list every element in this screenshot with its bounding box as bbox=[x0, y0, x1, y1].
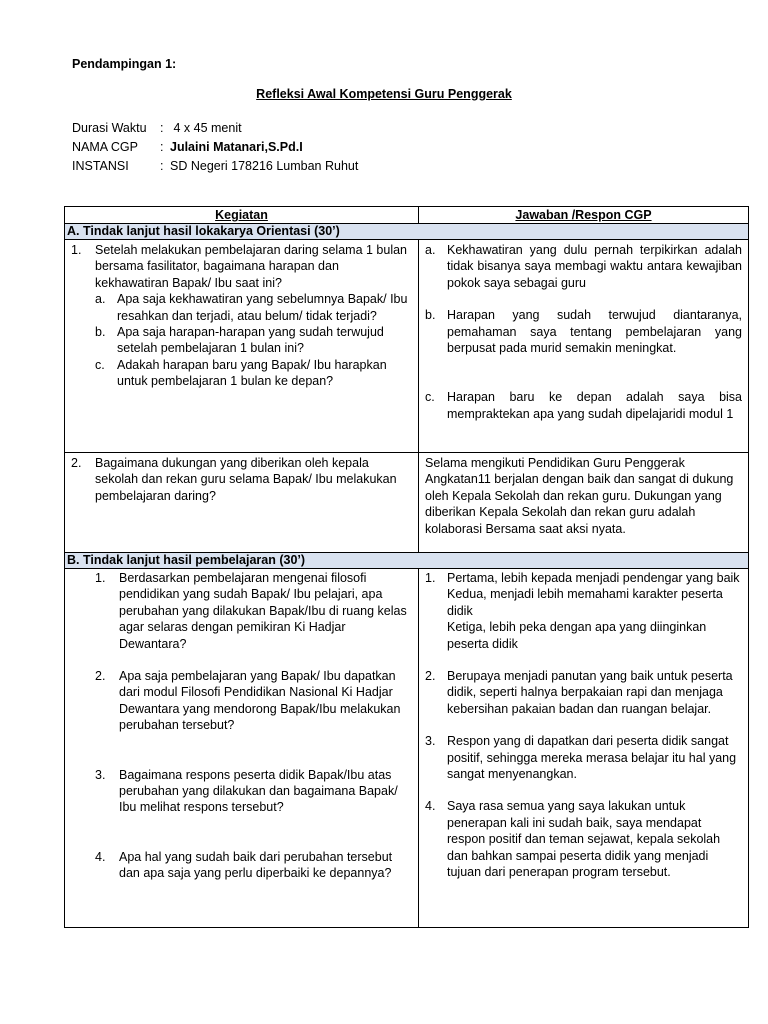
answers-b bbox=[419, 569, 748, 881]
answer-letter: b. bbox=[425, 308, 436, 323]
question-number: 1. bbox=[71, 243, 82, 257]
document-title: Refleksi Awal Kompetensi Guru Penggerak bbox=[256, 87, 512, 101]
question-number: 4. bbox=[95, 849, 106, 864]
meta-separator: : bbox=[160, 121, 164, 135]
answer-text: Harapan baru ke depan adalah saya bisa mempraktekan apa yang sudah dipelajaridi modul 1 bbox=[447, 390, 742, 421]
sub-letter: c. bbox=[95, 357, 105, 372]
question-text: Apa saja pembelajaran yang Bapak/ Ibu dapatkan dari modul Filosofi Pendidikan Nasional Ki Hadjar Dewantara yang mendorong Bapak/Ibu melakukan perubahan tersebut? bbox=[119, 669, 401, 733]
meta-label: NAMA CGP bbox=[72, 140, 138, 154]
meta-value: SD Negeri 178216 Lumban Ruhut bbox=[170, 159, 359, 173]
question-text: Setelah melakukan pembelajaran daring selama 1 bulan bersama fasilitator, bagaimana harapan dan kekhawatiran Bapak/ Ibu saat ini? bbox=[95, 243, 408, 290]
meta-value: 4 x 45 menit bbox=[170, 121, 242, 135]
sub-letter: b. bbox=[95, 325, 106, 340]
meta-label: INSTANSI bbox=[72, 159, 129, 173]
meta-row-duration bbox=[72, 119, 358, 138]
answer-letter: c. bbox=[425, 390, 435, 405]
question-number: 2. bbox=[71, 456, 82, 470]
table-row bbox=[65, 240, 749, 453]
sub-question-text: Apa saja harapan-harapan yang sudah terwujud setelah pembelajaran 1 bulan ini? bbox=[117, 325, 384, 356]
meta-separator: : bbox=[160, 140, 164, 154]
table-header-row bbox=[65, 207, 749, 224]
answer-number: 2. bbox=[425, 669, 436, 684]
section-a-title: A. Tindak lanjut hasil lokakarya Orientasi (30’) bbox=[65, 224, 749, 240]
question-a1 bbox=[65, 240, 418, 390]
answer-line: Kedua, menjadi lebih memahami karakter peserta didik bbox=[447, 587, 723, 618]
question-number: 1. bbox=[95, 571, 106, 585]
question-a2 bbox=[65, 453, 418, 504]
answer-line: Respon yang di dapatkan dari peserta didik sangat positif, sehingga mereka merasa belajar itu hal yang sangat menyenangkan. bbox=[447, 734, 737, 782]
answer-line: Saya rasa semua yang saya lakukan untuk penerapan kali ini sudah baik, saya mendapat respon positif dan teman sejawat, kepala sekolah dan bahkan sampai peserta didik yang menjadi tujuan dari penerapan program tersebut. bbox=[447, 799, 721, 880]
table-row bbox=[65, 569, 749, 928]
section-b-title: B. Tindak lanjut hasil pembelajaran (30’) bbox=[65, 553, 749, 569]
answer-number: 1. bbox=[425, 571, 436, 585]
meta-separator: : bbox=[160, 159, 164, 173]
question-number: 3. bbox=[95, 767, 106, 782]
answer-text: Kekhawatiran yang dulu pernah terpikirkan adalah tidak bisanya saya membagi waktu antara kewajiban pokok saya sebagai guru bbox=[447, 243, 742, 290]
reflection-table bbox=[64, 206, 749, 928]
question-number: 2. bbox=[95, 669, 106, 684]
section-b-row bbox=[65, 553, 749, 569]
answer-line: Berupaya menjadi panutan yang baik untuk peserta didik, seperti halnya berpakaian rapi dan menjaga kebersihan pakaian badan dan ruangan belajar. bbox=[447, 669, 733, 716]
answer-a2: Selama mengikuti Pendidikan Guru Penggerak Angkatan11 berjalan dengan baik dan sangat di dukung oleh Kepala Sekolah dan rekan guru. Dukungan yang diberikan Kepala Sekolah dan rekan guru adalah kolaborasi Bersama saat aksi nyata. bbox=[425, 456, 734, 536]
sub-question-text: Apa saja kekhawatiran yang sebelumnya Bapak/ Ibu resahkan dan terjadi, atau belum/ tidak terjadi? bbox=[117, 292, 408, 323]
sub-question-text: Adakah harapan baru yang Bapak/ Ibu harapkan untuk pembelajaran 1 bulan ke depan? bbox=[117, 357, 387, 389]
meta-row-name bbox=[72, 138, 358, 157]
table-row bbox=[65, 453, 749, 553]
meta-label: Durasi Waktu bbox=[72, 121, 147, 135]
answer-number: 3. bbox=[425, 734, 436, 749]
question-text: Bagaimana dukungan yang diberikan oleh kepala sekolah dan rekan guru selama Bapak/ Ibu melakukan pembelajaran daring? bbox=[95, 456, 397, 503]
column-header-activity: Kegiatan bbox=[65, 207, 419, 224]
section-a-row bbox=[65, 224, 749, 240]
question-text: Berdasarkan pembelajaran mengenai filosofi pendidikan yang sudah Bapak/ Ibu pelajari, apa perubahan yang dilakukan Bapak/Ibu di ruang kelas agar selaras dengan pemikiran Ki Hadjar Dewantara? bbox=[119, 571, 407, 651]
question-text: Bagaimana respons peserta didik Bapak/Ibu atas perubahan yang dilakukan dan bagaimana Bapak/ Ibu melihat respons tersebut? bbox=[119, 767, 398, 815]
answer-letter: a. bbox=[425, 243, 436, 257]
answer-line: Ketiga, lebih peka dengan apa yang diinginkan peserta didik bbox=[447, 620, 707, 651]
column-header-response: Jawaban /Respon CGP bbox=[419, 207, 749, 224]
sub-letter: a. bbox=[95, 292, 106, 307]
answer-number: 4. bbox=[425, 799, 436, 814]
question-text: Apa hal yang sudah baik dari perubahan tersebut dan apa saja yang perlu diperbaiki ke depannya? bbox=[119, 849, 393, 881]
meta-info bbox=[72, 119, 358, 176]
meta-row-institution bbox=[72, 157, 358, 176]
answer-line: Pertama, lebih kepada menjadi pendengar yang baik bbox=[447, 571, 740, 585]
answer-a1 bbox=[419, 240, 748, 422]
document-heading: Pendampingan 1: bbox=[72, 57, 177, 71]
questions-b bbox=[65, 569, 418, 882]
meta-value: Julaini Matanari,S.Pd.I bbox=[170, 140, 303, 154]
answer-text: Harapan yang sudah terwujud diantaranya, pemahaman saya tentang pembelajaran yang berpusat pada murid semakin meningkat. bbox=[447, 308, 742, 356]
